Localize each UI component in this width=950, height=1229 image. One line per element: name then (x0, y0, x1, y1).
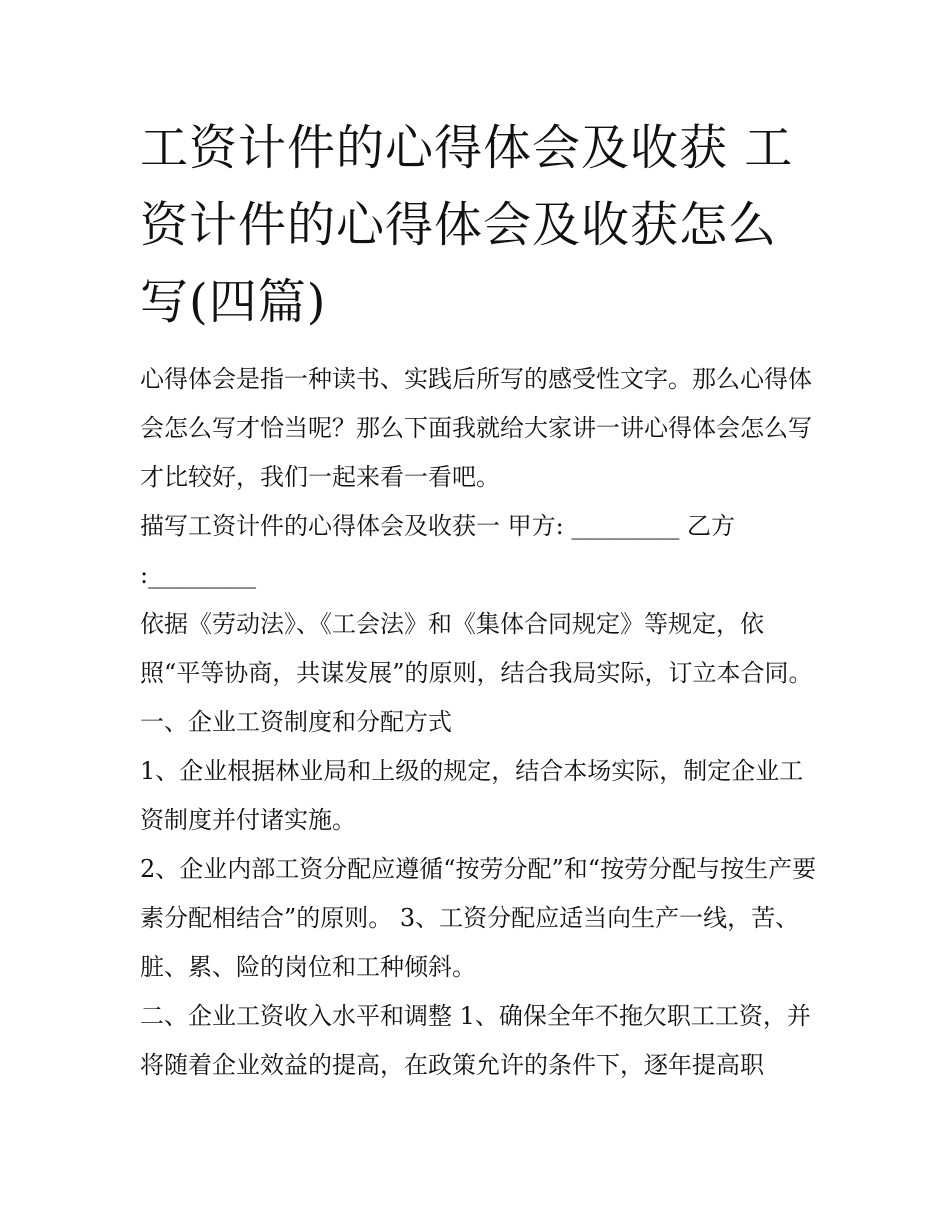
paragraph-intro: 心得体会是指一种读书、实践后所写的感受性文字。那么心得体会怎么写才恰当呢？那么下面我就给大家讲一讲心得体会怎么写才比较好，我们一起来看一看吧。 (140, 365, 812, 491)
document-body (140, 355, 820, 1090)
paragraph-clause-1: 1、企业根据林业局和上级的规定，结合本场实际，制定企业工资制度并付诸实施。 (140, 757, 804, 834)
paragraph-basis: 依据《劳动法》、《工会法》和《集体合同规定》等规定，依照“平等协商，共谋发展”的原则，结合我局实际，订立本合同。 一、企业工资制度和分配方式 (140, 610, 813, 736)
paragraph-parties: 描写工资计件的心得体会及收获一 甲方: _________ 乙方 :_________ (140, 512, 735, 589)
document-title: 工资计件的心得体会及收获 工资计件的心得体会及收获怎么写(四篇) (140, 120, 794, 330)
paragraph-section-2: 二、企业工资收入水平和调整 1、确保全年不拖欠职工工资，并将随着企业效益的提高，在政策允许的条件下，逐年提高职 (140, 1002, 811, 1079)
paragraph-clause-2-3: 2、企业内部工资分配应遵循“按劳分配”和“按劳分配与按生产要素分配相结合”的原则。 3、工资分配应适当向生产一线，苦、脏、累、险的岗位和工种倾斜。 (140, 855, 817, 981)
